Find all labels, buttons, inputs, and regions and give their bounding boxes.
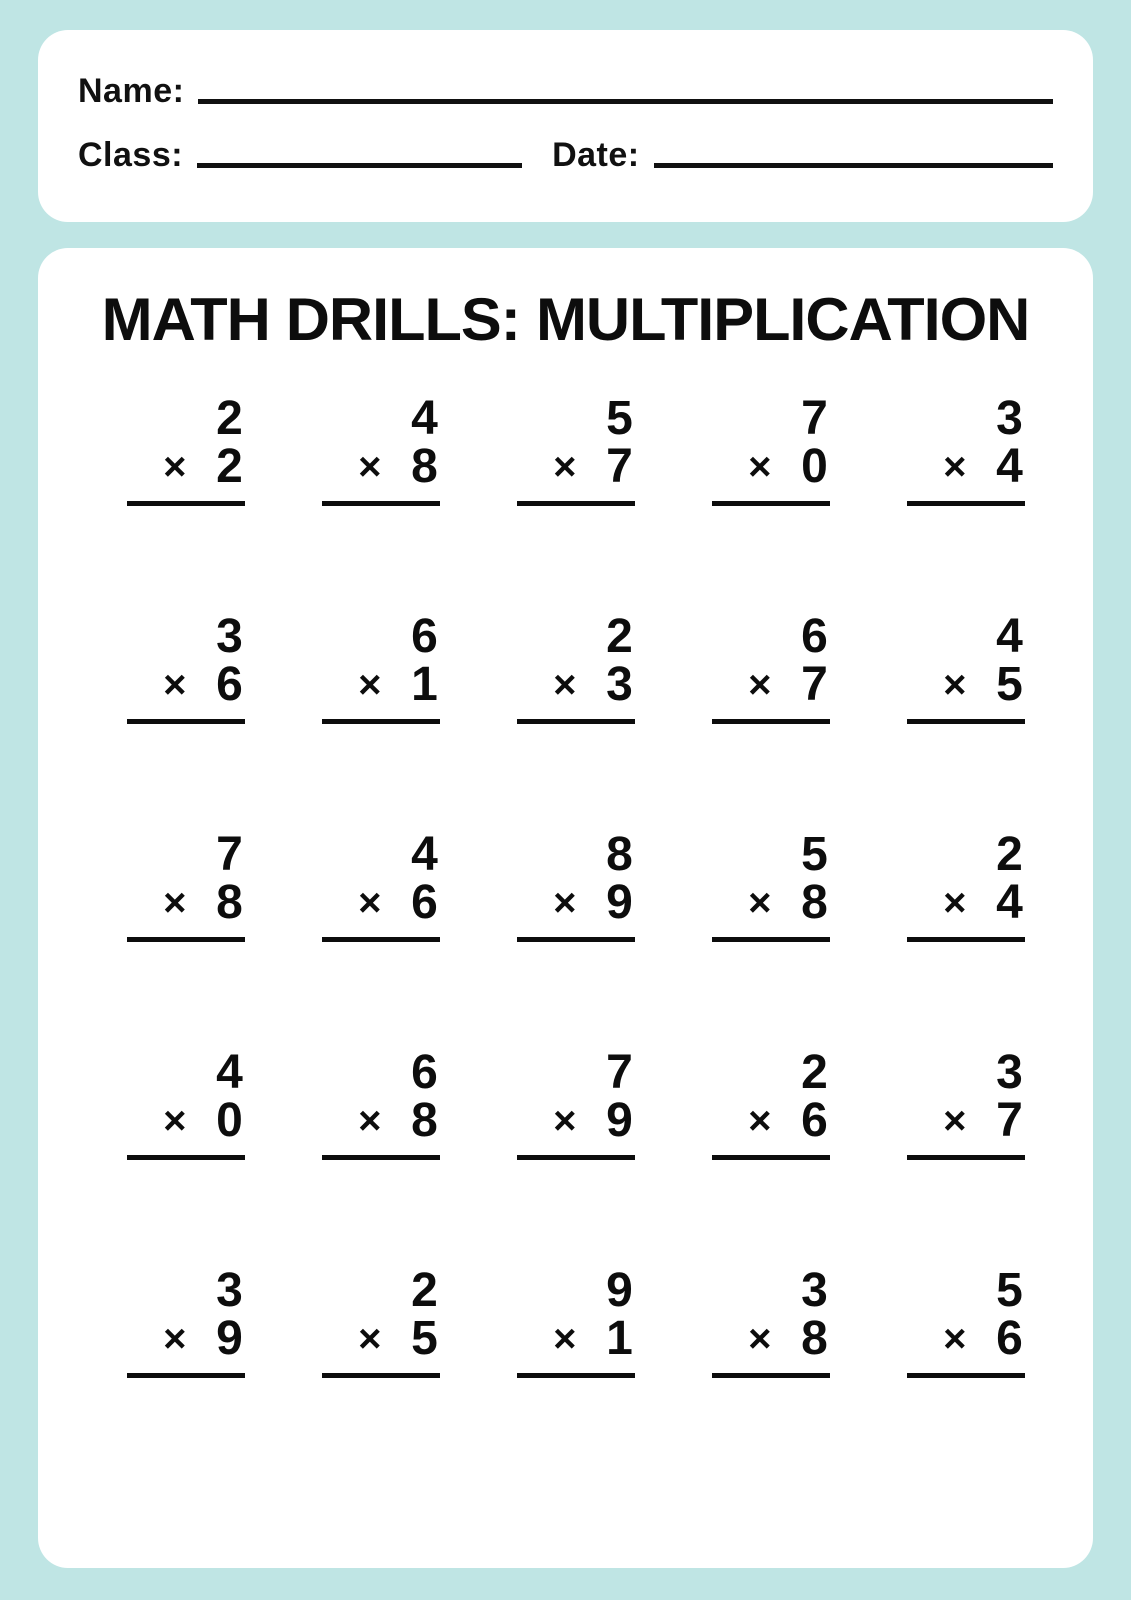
problem-item [78,1043,273,1261]
problem-6 [101,610,251,724]
problem-11 [101,828,251,942]
problem-bottom-row [101,440,251,493]
multiplier: 2 [216,440,243,493]
problem-bottom-row [101,1094,251,1147]
problem-21 [101,1264,251,1378]
problem-bottom-row [491,440,641,493]
answer-input[interactable] [712,501,830,506]
multiplier: 7 [606,440,633,493]
problem-top-row [296,610,446,663]
problem-item [663,389,858,607]
answer-input[interactable] [322,1155,440,1160]
answer-input[interactable] [712,1373,830,1378]
problem-bottom-row [881,658,1031,711]
date-label: Date: [552,136,640,174]
answer-input[interactable] [907,1373,1025,1378]
problem-15 [881,828,1031,942]
problem-top-row [881,828,1031,881]
problem-top-row [686,392,836,445]
problem-item [858,1043,1053,1261]
multiply-icon: × [553,1099,577,1143]
multiply-icon: × [943,445,967,489]
problem-item [78,607,273,825]
answer-input[interactable] [907,1155,1025,1160]
problem-bottom-row [296,440,446,493]
multiplier: 5 [411,1312,438,1365]
name-input[interactable] [198,99,1053,104]
problem-24 [686,1264,836,1378]
answer-input[interactable] [322,501,440,506]
multiply-icon: × [163,881,187,925]
name-label: Name: [78,72,185,110]
class-label: Class: [78,136,184,174]
answer-input[interactable] [127,719,245,724]
multiplier: 4 [996,440,1023,493]
multiplicand: 3 [216,610,243,663]
multiply-icon: × [553,445,577,489]
multiply-icon: × [943,663,967,707]
multiply-icon: × [358,881,382,925]
multiply-icon: × [943,1099,967,1143]
problem-item [858,1261,1053,1479]
problem-25 [881,1264,1031,1378]
problem-bottom-row [686,440,836,493]
multiply-icon: × [358,1099,382,1143]
multiplicand: 4 [411,392,438,445]
problem-18 [491,1046,641,1160]
multiplier: 1 [411,658,438,711]
multiply-icon: × [358,663,382,707]
answer-input[interactable] [322,937,440,942]
multiply-icon: × [553,881,577,925]
multiplicand: 7 [801,392,828,445]
multiply-icon: × [748,1099,772,1143]
problem-top-row [881,392,1031,445]
problem-8 [491,610,641,724]
problem-12 [296,828,446,942]
problem-item [663,825,858,1043]
multiplicand: 2 [216,392,243,445]
answer-input[interactable] [517,1155,635,1160]
answer-input[interactable] [517,937,635,942]
multiplicand: 9 [606,1264,633,1317]
multiplier: 9 [216,1312,243,1365]
multiplicand: 4 [996,610,1023,663]
problem-top-row [491,828,641,881]
multiplier: 8 [411,440,438,493]
answer-input[interactable] [322,719,440,724]
multiplier: 8 [801,1312,828,1365]
multiplicand: 8 [606,828,633,881]
worksheet-card [38,248,1093,1568]
problem-16 [101,1046,251,1160]
problem-item [468,389,663,607]
problem-bottom-row [296,658,446,711]
answer-input[interactable] [322,1373,440,1378]
problem-bottom-row [101,876,251,929]
problem-14 [686,828,836,942]
problem-grid [78,389,1053,1479]
problem-19 [686,1046,836,1160]
multiplicand: 6 [801,610,828,663]
problem-item [663,1261,858,1479]
multiplier: 0 [216,1094,243,1147]
multiplicand: 7 [216,828,243,881]
multiplicand: 3 [996,392,1023,445]
problem-item [468,825,663,1043]
multiplicand: 3 [996,1046,1023,1099]
multiplier: 0 [801,440,828,493]
problem-2 [296,392,446,506]
problem-top-row [491,392,641,445]
multiply-icon: × [943,1317,967,1361]
problem-bottom-row [491,1312,641,1365]
multiply-icon: × [748,1317,772,1361]
problem-item [663,607,858,825]
problem-bottom-row [296,1312,446,1365]
multiplier: 6 [801,1094,828,1147]
multiplicand: 3 [216,1264,243,1317]
problem-bottom-row [101,658,251,711]
problem-item [78,389,273,607]
multiplier: 9 [606,876,633,929]
class-date-field-row [78,138,1053,174]
student-info-card [38,30,1093,222]
multiply-icon: × [163,663,187,707]
multiplier: 6 [216,658,243,711]
date-input[interactable] [654,163,1053,168]
problem-3 [491,392,641,506]
answer-input[interactable] [127,1155,245,1160]
problem-top-row [686,1264,836,1317]
problem-top-row [296,1046,446,1099]
multiply-icon: × [748,445,772,489]
problem-5 [881,392,1031,506]
multiply-icon: × [163,1317,187,1361]
problem-bottom-row [881,1094,1031,1147]
multiplier: 9 [606,1094,633,1147]
problem-item [273,825,468,1043]
multiplier: 8 [801,876,828,929]
problem-top-row [686,610,836,663]
problem-top-row [101,828,251,881]
problem-23 [491,1264,641,1378]
problem-item [78,1261,273,1479]
multiplicand: 6 [411,1046,438,1099]
problem-bottom-row [686,1094,836,1147]
answer-input[interactable] [712,937,830,942]
problem-top-row [101,1264,251,1317]
problem-bottom-row [491,876,641,929]
problem-bottom-row [686,876,836,929]
problem-20 [881,1046,1031,1160]
problem-item [273,389,468,607]
answer-input[interactable] [127,937,245,942]
problem-bottom-row [296,1094,446,1147]
class-input[interactable] [197,163,522,168]
multiplicand: 2 [606,610,633,663]
answer-input[interactable] [907,719,1025,724]
problem-top-row [881,1046,1031,1099]
problem-top-row [491,1046,641,1099]
problem-top-row [101,610,251,663]
answer-input[interactable] [712,719,830,724]
problem-item [468,1261,663,1479]
problem-bottom-row [491,1094,641,1147]
multiplicand: 4 [216,1046,243,1099]
problem-top-row [101,1046,251,1099]
multiplicand: 5 [996,1264,1023,1317]
problem-bottom-row [686,1312,836,1365]
multiplier: 8 [216,876,243,929]
multiply-icon: × [943,881,967,925]
multiply-icon: × [553,1317,577,1361]
problem-bottom-row [686,658,836,711]
problem-top-row [296,1264,446,1317]
multiplier: 6 [411,876,438,929]
answer-input[interactable] [712,1155,830,1160]
problem-bottom-row [296,876,446,929]
problem-top-row [296,392,446,445]
multiply-icon: × [358,1317,382,1361]
multiplier: 1 [606,1312,633,1365]
answer-input[interactable] [517,719,635,724]
problem-bottom-row [881,876,1031,929]
multiplier: 8 [411,1094,438,1147]
problem-1 [101,392,251,506]
answer-input[interactable] [127,501,245,506]
multiply-icon: × [358,445,382,489]
problem-top-row [491,1264,641,1317]
problem-7 [296,610,446,724]
problem-4 [686,392,836,506]
problem-top-row [881,610,1031,663]
multiplicand: 5 [801,828,828,881]
answer-input[interactable] [907,937,1025,942]
multiplier: 5 [996,658,1023,711]
multiplicand: 7 [606,1046,633,1099]
multiplicand: 4 [411,828,438,881]
multiply-icon: × [553,663,577,707]
multiplicand: 2 [996,828,1023,881]
problem-13 [491,828,641,942]
problem-top-row [491,610,641,663]
multiply-icon: × [163,445,187,489]
problem-item [468,607,663,825]
multiplier: 6 [996,1312,1023,1365]
problem-item [273,1043,468,1261]
multiplier: 7 [801,658,828,711]
answer-input[interactable] [127,1373,245,1378]
problem-top-row [881,1264,1031,1317]
problem-item [78,825,273,1043]
problem-22 [296,1264,446,1378]
problem-item [663,1043,858,1261]
multiplicand: 3 [801,1264,828,1317]
problem-9 [686,610,836,724]
multiplicand: 2 [411,1264,438,1317]
problem-item [858,607,1053,825]
problem-bottom-row [881,440,1031,493]
problem-item [273,1261,468,1479]
problem-item [858,389,1053,607]
problem-top-row [101,392,251,445]
multiplicand: 5 [606,392,633,445]
answer-input[interactable] [517,1373,635,1378]
name-field-row [78,74,1053,110]
problem-top-row [296,828,446,881]
problem-10 [881,610,1031,724]
problem-item [273,607,468,825]
multiply-icon: × [748,881,772,925]
problem-item [468,1043,663,1261]
problem-item [858,825,1053,1043]
multiply-icon: × [748,663,772,707]
problem-bottom-row [881,1312,1031,1365]
multiplicand: 6 [411,610,438,663]
answer-input[interactable] [517,501,635,506]
problem-top-row [686,1046,836,1099]
multiplicand: 2 [801,1046,828,1099]
multiplier: 7 [996,1094,1023,1147]
multiplier: 4 [996,876,1023,929]
problem-top-row [686,828,836,881]
problem-17 [296,1046,446,1160]
multiplier: 3 [606,658,633,711]
problem-bottom-row [101,1312,251,1365]
answer-input[interactable] [907,501,1025,506]
problem-bottom-row [491,658,641,711]
multiply-icon: × [163,1099,187,1143]
page-title: MATH DRILLS: MULTIPLICATION [101,286,1030,353]
